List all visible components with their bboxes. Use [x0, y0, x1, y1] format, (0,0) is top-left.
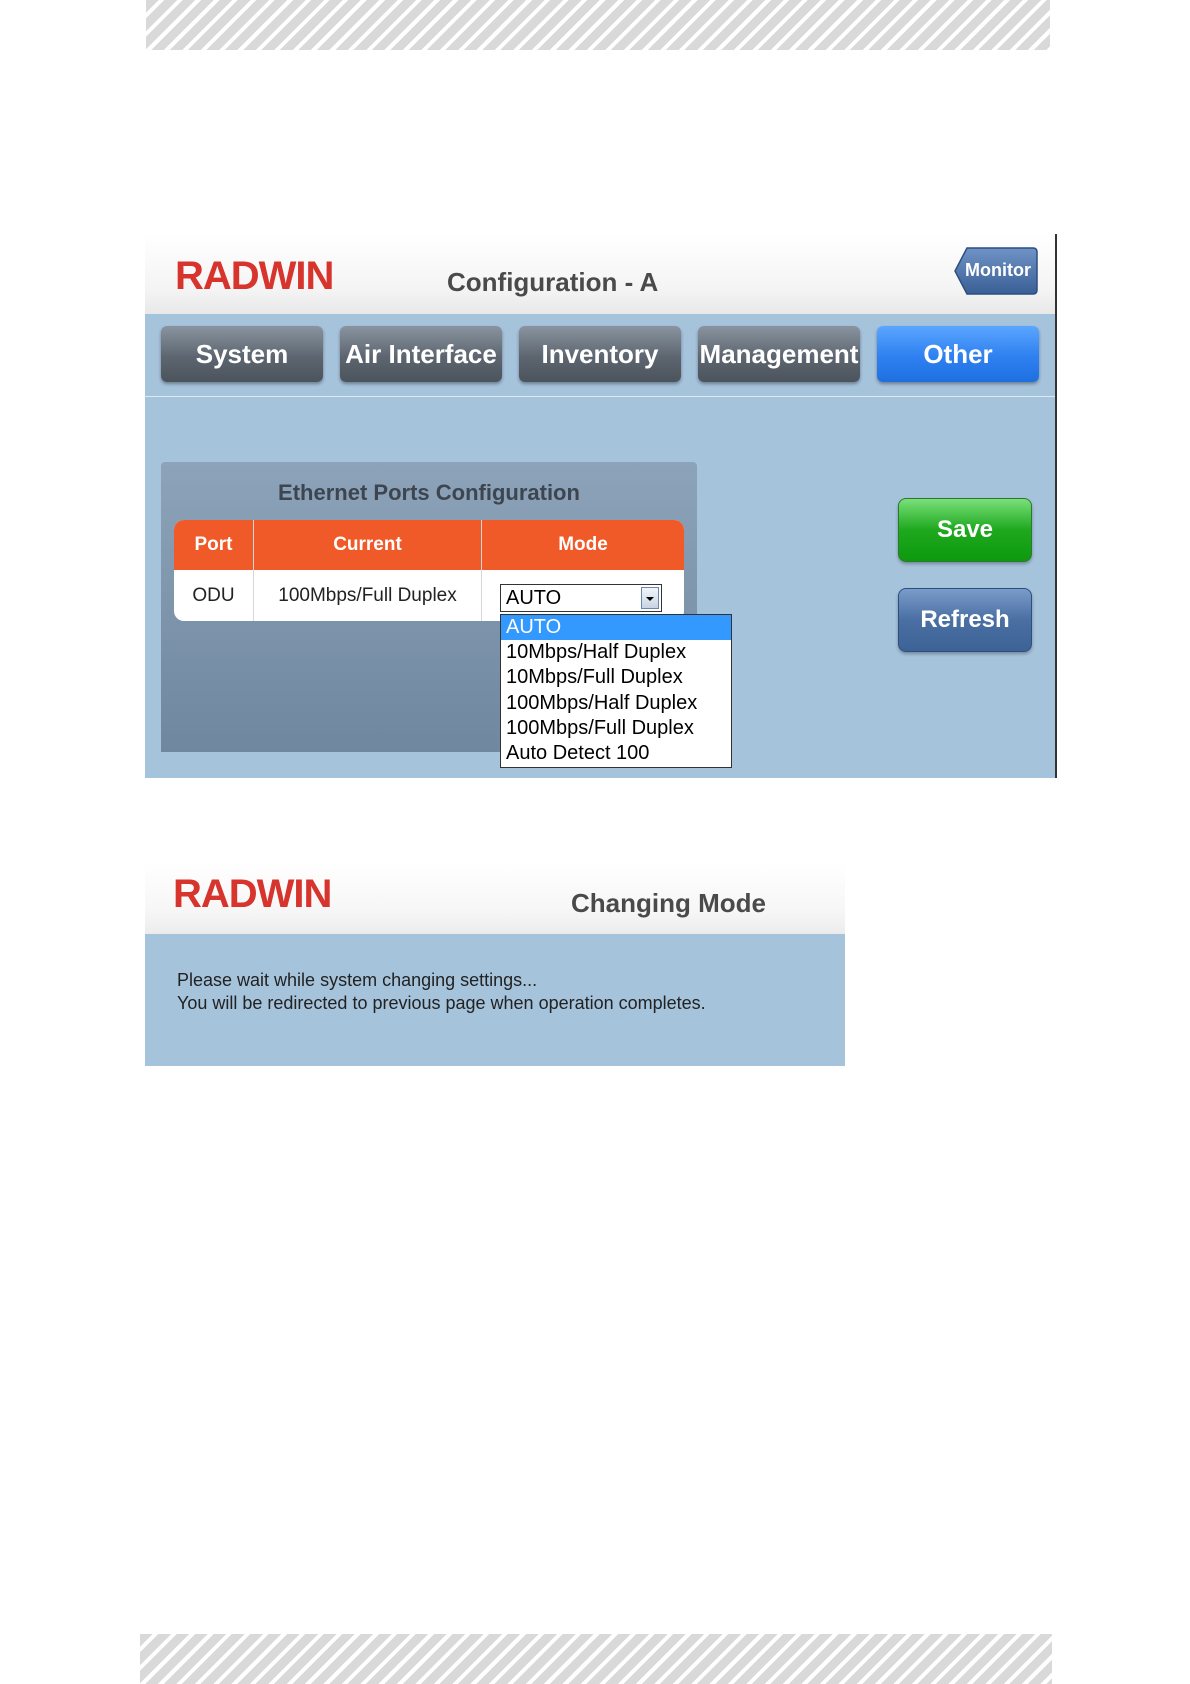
- chevron-down-icon[interactable]: [641, 587, 659, 609]
- monitor-label: Monitor: [965, 260, 1031, 280]
- redirect-message: You will be redirected to previous page when operation completes.: [177, 993, 706, 1013]
- page-header-hatch: [146, 0, 1050, 50]
- refresh-button[interactable]: Refresh: [898, 588, 1032, 652]
- wait-message: Please wait while system changing settings...: [177, 970, 538, 990]
- mode-option-auto-detect-100[interactable]: Auto Detect 100: [506, 742, 650, 764]
- mode-option-100-half[interactable]: 100Mbps/Half Duplex: [506, 692, 698, 714]
- mode-option-10-full[interactable]: 10Mbps/Full Duplex: [506, 666, 683, 688]
- tab-air-interface[interactable]: Air Interface: [340, 326, 502, 382]
- column-header-mode: Mode: [482, 520, 684, 570]
- table-cell-current: 100Mbps/Full Duplex: [278, 585, 457, 606]
- changing-mode-screenshot: [145, 862, 845, 1066]
- mode-option-auto[interactable]: AUTO: [501, 615, 731, 640]
- tab-inventory[interactable]: Inventory: [519, 326, 681, 382]
- table-cell-port: ODU: [192, 585, 235, 606]
- mode-dropdown-list: [500, 614, 732, 768]
- mode-option-100-full[interactable]: 100Mbps/Full Duplex: [506, 717, 694, 739]
- save-button[interactable]: Save: [898, 498, 1032, 562]
- column-header-port: Port: [174, 520, 253, 570]
- column-header-current: Current: [254, 520, 481, 570]
- column-divider: [481, 520, 482, 621]
- monitor-button[interactable]: [953, 246, 1031, 294]
- tab-system[interactable]: System: [161, 326, 323, 382]
- radwin-logo: RADWIN: [173, 872, 332, 916]
- tab-other[interactable]: Other: [877, 326, 1039, 382]
- panel-title: Ethernet Ports Configuration: [278, 480, 580, 505]
- changing-title: Changing Mode: [571, 888, 766, 918]
- changing-header: [145, 862, 845, 934]
- changing-body: [145, 934, 845, 1066]
- config-header: [145, 234, 1055, 314]
- page-title: Configuration - A: [447, 267, 659, 297]
- radwin-logo: RADWIN: [175, 254, 334, 298]
- tab-management[interactable]: Management: [698, 326, 860, 382]
- mode-select-value: AUTO: [506, 587, 562, 609]
- mode-option-10-half[interactable]: 10Mbps/Half Duplex: [506, 641, 687, 663]
- page-footer-hatch: [140, 1634, 1052, 1684]
- main-tabs: [145, 314, 1055, 397]
- mode-select[interactable]: [500, 584, 662, 612]
